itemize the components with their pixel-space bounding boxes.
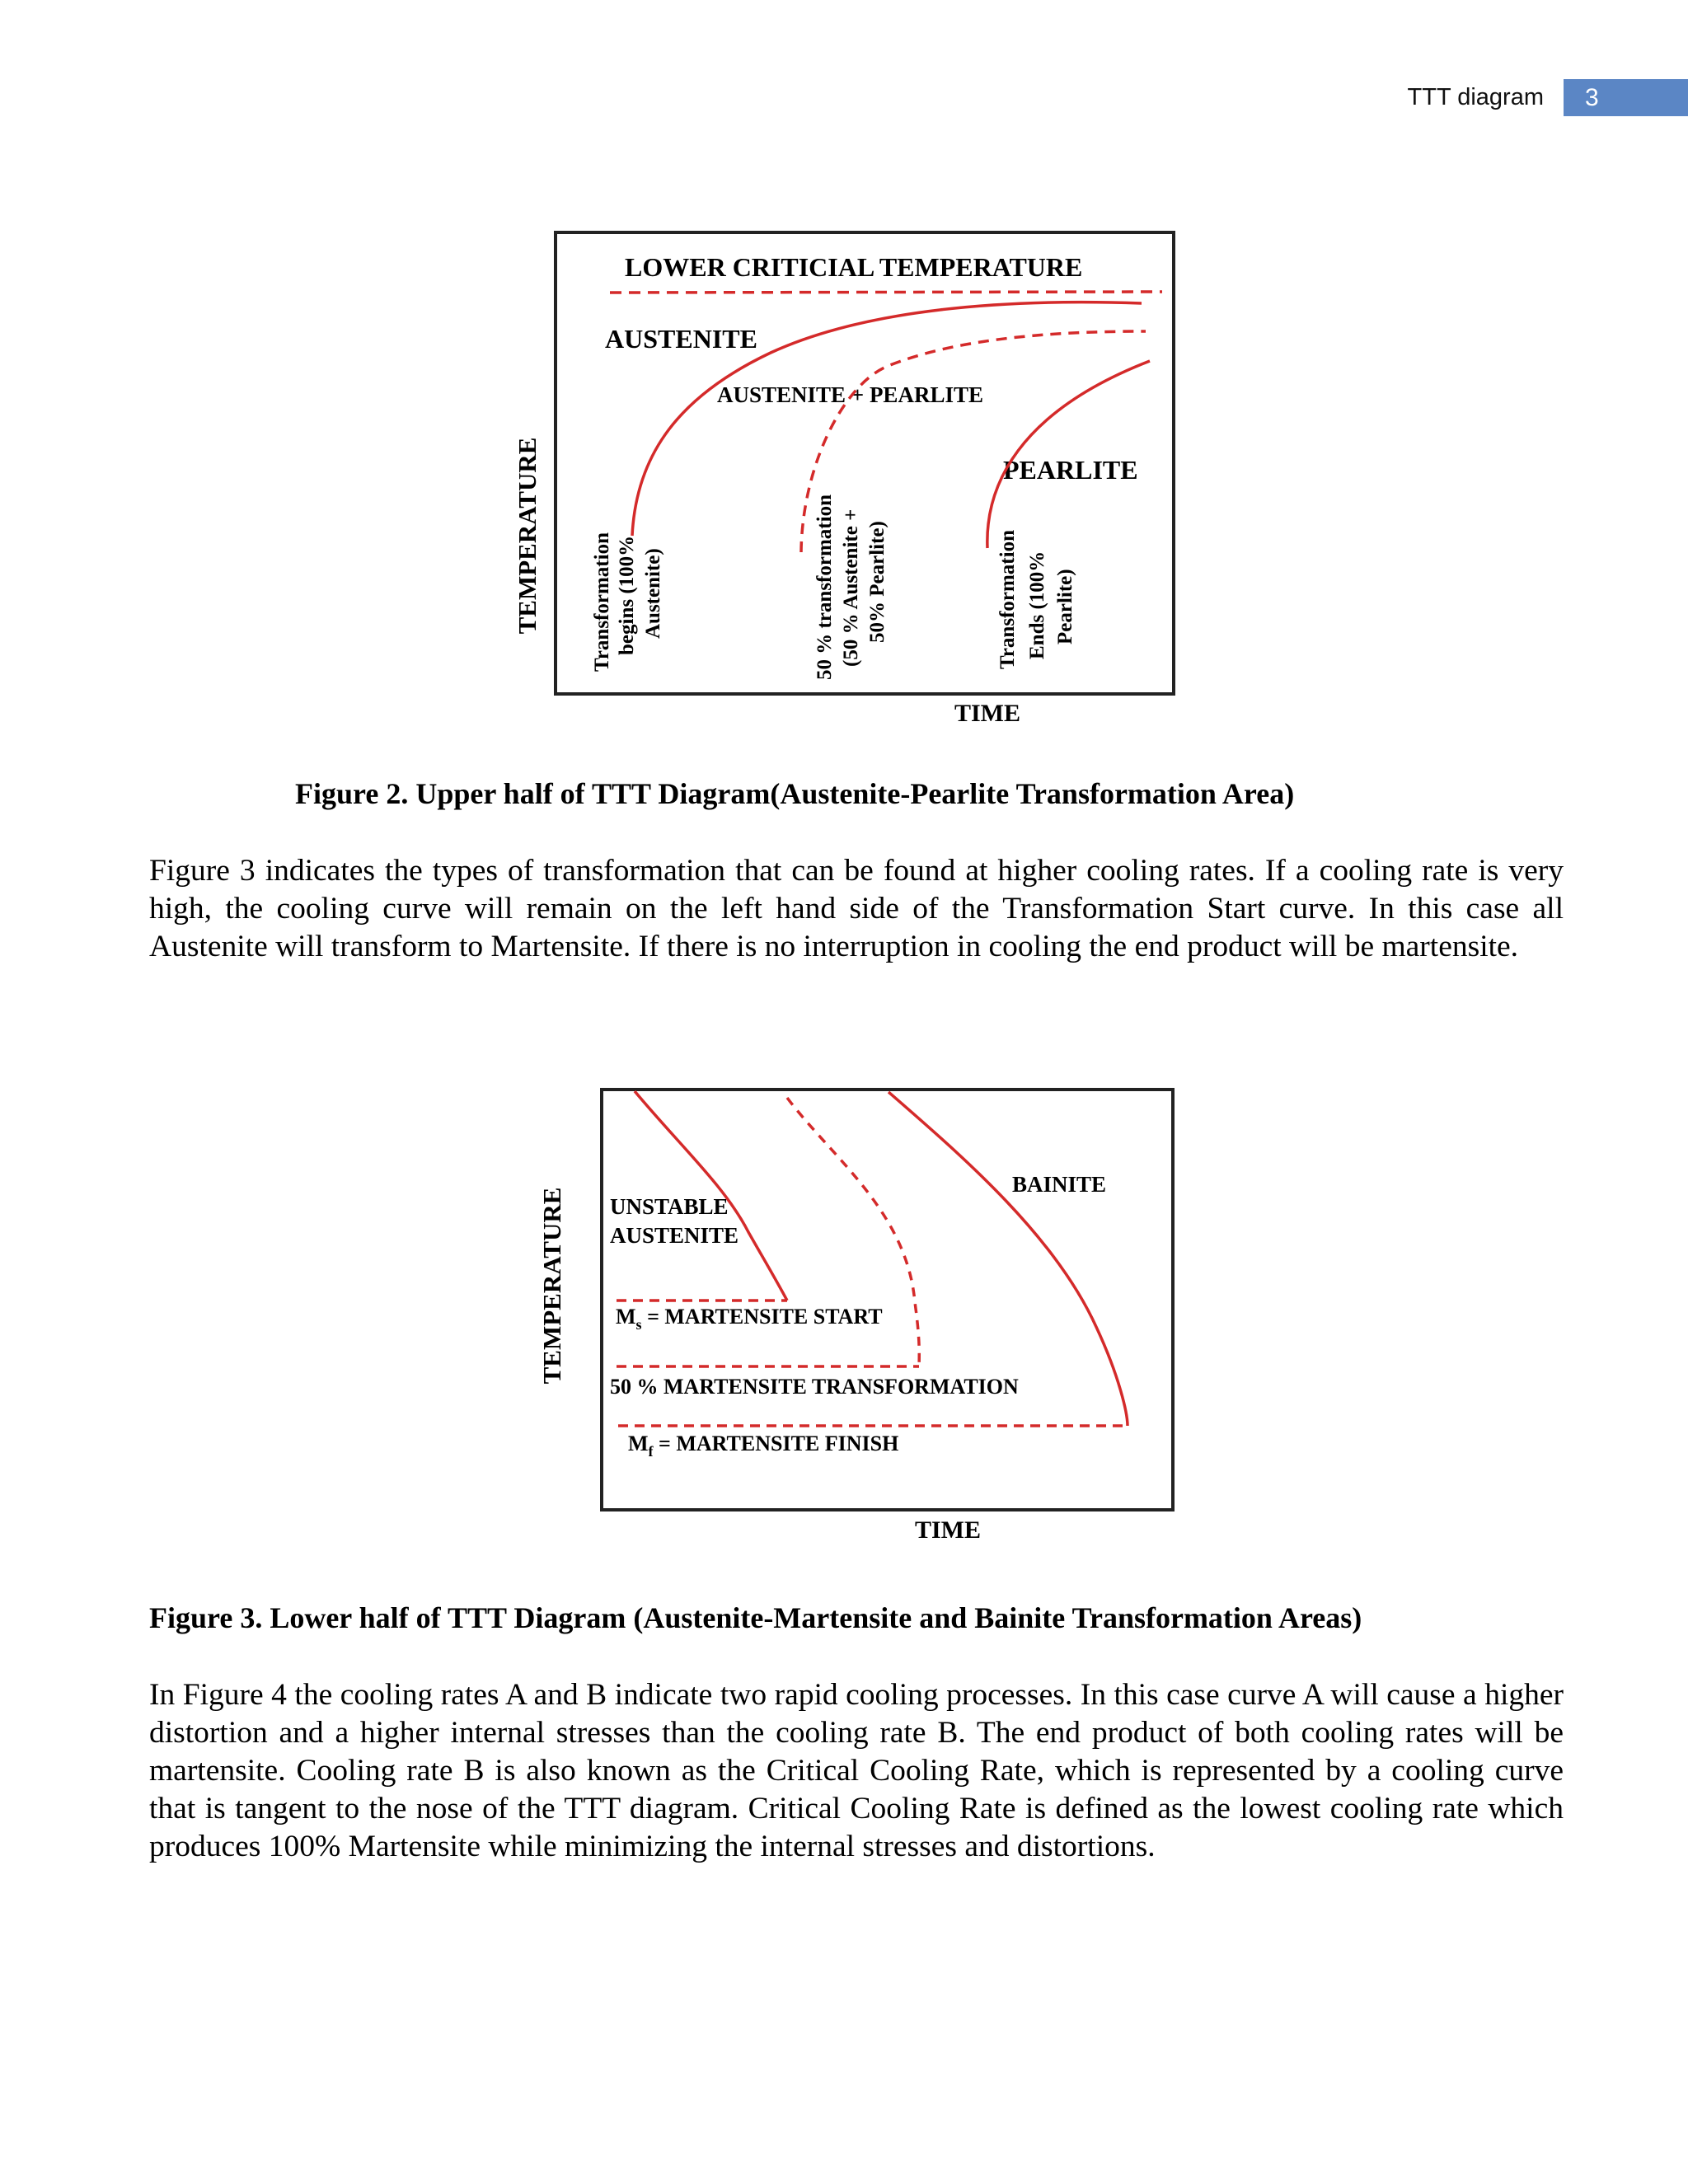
x-axis-label: TIME bbox=[915, 1516, 982, 1544]
page-number-badge: 3 bbox=[1564, 79, 1688, 116]
begins-line-1: Transformation bbox=[591, 532, 613, 672]
figure-3-caption: Figure 3. Lower half of TTT Diagram (Austenite-Martensite and Bainite Transformation Areas) bbox=[149, 1601, 1362, 1634]
martensite-start-label bbox=[616, 1305, 883, 1333]
figure-2-caption: Figure 2. Upper half of TTT Diagram(Austenite-Pearlite Transformation Area) bbox=[295, 777, 1295, 810]
ends-line-3: Pearlite) bbox=[1054, 569, 1076, 644]
mf-symbol: M bbox=[628, 1432, 649, 1455]
ends-line-2: Ends (100% bbox=[1026, 551, 1048, 659]
paragraph-figure-4-intro: In Figure 4 the cooling rates A and B indicate two rapid cooling processes. In this case curve A will cause a higher distortion and a higher internal stresses than the cooling rate B. The end product of both cooling rates will be martensite. Cooling rate B is also known as the Critical Cooling Rate, which is represented by a cooling curve that is tangent to the nose of the TTT diagram. Critical Cooling Rate is defined as the lowest cooling rate which produces 100% Martensite while minimizing the internal stresses and distortions. bbox=[149, 1678, 1564, 1863]
fifty-line-2: (50 % Austenite + bbox=[840, 509, 862, 667]
y-axis-label: TEMPERATURE bbox=[513, 437, 542, 635]
fifty-line-3: 50% Pearlite) bbox=[866, 521, 889, 643]
bainite-label: BAINITE bbox=[1012, 1172, 1107, 1197]
transformation-begins-label bbox=[591, 532, 664, 672]
fifty-percent-label bbox=[814, 494, 889, 680]
mf-text: = MARTENSITE FINISH bbox=[653, 1432, 899, 1455]
pearlite-region-label: PEARLITE bbox=[1003, 455, 1138, 485]
paragraph-figure-3-intro: Figure 3 indicates the types of transformation that can be found at higher cooling rates. If a cooling rate is very high, the cooling curve will remain on the left hand side of the Transformation Start curve. In this case all Austenite will transform to Martensite. If there is no interruption in cooling the end product will be martensite. bbox=[149, 854, 1564, 963]
fifty-percent-martensite-label: 50 % MARTENSITE TRANSFORMATION bbox=[610, 1375, 1019, 1399]
ms-text: = MARTENSITE START bbox=[641, 1305, 883, 1329]
x-axis-label: TIME bbox=[954, 700, 1021, 727]
begins-line-2: begins (100% bbox=[616, 535, 638, 655]
austenite-pearlite-region-label: AUSTENITE + PEARLITE bbox=[717, 382, 983, 407]
figure-3 bbox=[528, 1080, 1187, 1549]
ms-subscript: s bbox=[635, 1316, 642, 1333]
unstable-label: UNSTABLE bbox=[610, 1194, 729, 1219]
figure-2 bbox=[511, 223, 1187, 733]
mf-subscript: f bbox=[648, 1443, 654, 1460]
begins-line-3: Austenite) bbox=[642, 548, 664, 639]
austenite-region-label: AUSTENITE bbox=[605, 324, 757, 354]
figure-2-diagram bbox=[511, 223, 1187, 733]
transformation-ends-label bbox=[996, 530, 1076, 669]
martensite-finish-label bbox=[628, 1432, 898, 1460]
running-header-title: TTT diagram bbox=[1407, 84, 1544, 110]
ends-line-1: Transformation bbox=[996, 530, 1019, 669]
lower-critical-temperature-label: LOWER CRITICIAL TEMPERATURE bbox=[625, 252, 1083, 282]
y-axis-label: TEMPERATURE bbox=[537, 1187, 566, 1385]
austenite-label: AUSTENITE bbox=[610, 1223, 739, 1248]
ms-symbol: M bbox=[616, 1305, 636, 1329]
lower-critical-temperature-line bbox=[610, 292, 1162, 293]
fifty-line-1: 50 % transformation bbox=[814, 494, 836, 680]
figure-3-diagram bbox=[528, 1080, 1187, 1549]
